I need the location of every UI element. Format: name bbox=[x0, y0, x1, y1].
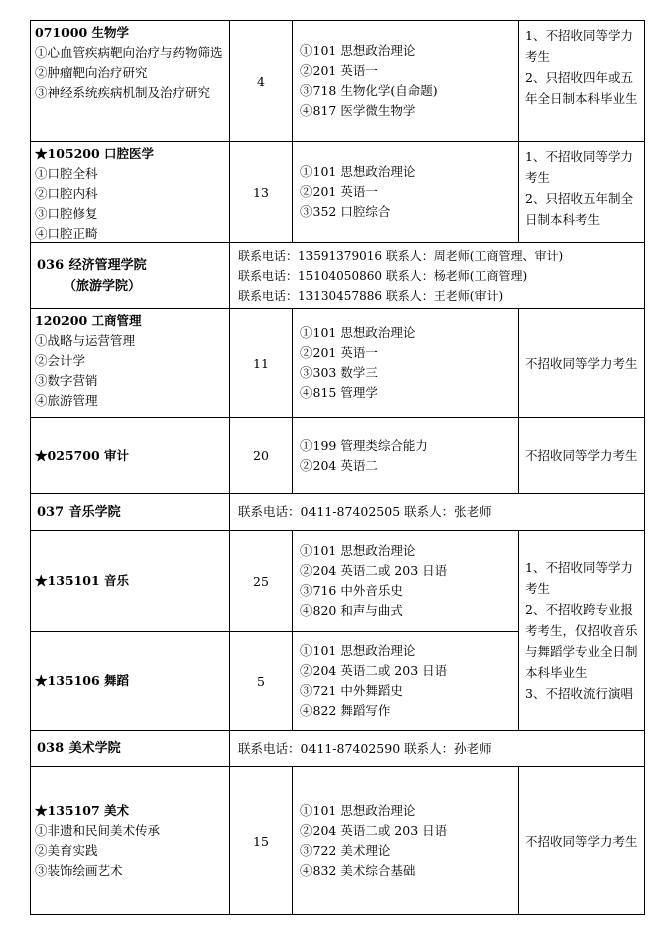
major-cell-dentistry bbox=[30, 141, 229, 242]
quota-cell: 15 bbox=[229, 766, 292, 915]
contact-line: 联系电话：0411-87402590 联系人：孙老师 bbox=[238, 740, 492, 756]
contact-line: 联系电话：13591379016 联系人：周老师(工商管理、审计) bbox=[238, 248, 564, 263]
research-direction: ①口腔全科 bbox=[35, 166, 98, 181]
major-title: ★025700 审计 bbox=[35, 447, 130, 463]
exam-subjects-cell bbox=[292, 308, 518, 417]
exam-subject: ②201 英语一 bbox=[300, 345, 378, 360]
exam-subject: ①101 思想政治理论 bbox=[300, 803, 416, 818]
major-title: ★135101 音乐 bbox=[35, 573, 130, 588]
exam-subjects-cell bbox=[292, 766, 518, 915]
exam-subject: ①101 思想政治理论 bbox=[300, 164, 416, 179]
college-name: 038 美术学院 bbox=[37, 741, 121, 756]
notes-cell bbox=[518, 20, 645, 141]
notes-cell bbox=[518, 417, 645, 493]
research-direction: ④旅游管理 bbox=[35, 393, 98, 408]
exam-subject: ②204 英语二或 203 日语 bbox=[300, 823, 448, 838]
exam-subject: ①199 管理类综合能力 bbox=[300, 437, 428, 453]
research-direction: ③口腔修复 bbox=[35, 206, 98, 221]
research-direction: ②会计学 bbox=[35, 353, 86, 368]
research-direction: ①心血管疾病靶向治疗与药物筛选 bbox=[35, 45, 223, 60]
exam-subjects-cell bbox=[292, 20, 518, 141]
major-cell-music bbox=[30, 530, 229, 631]
research-direction: ①非遗和民间美术传承 bbox=[35, 823, 161, 838]
notes-cell bbox=[518, 766, 645, 915]
note: 3、不招收流行演唱 bbox=[525, 686, 633, 701]
major-title: 071000 生物学 bbox=[35, 25, 130, 40]
quota-cell: 13 bbox=[229, 141, 292, 242]
exam-subject: ③718 生物化学(自命题) bbox=[300, 83, 438, 98]
contact-line: 联系电话：0411-87402505 联系人：张老师 bbox=[238, 504, 492, 519]
major-title: ★135106 舞蹈 bbox=[35, 673, 130, 688]
exam-subjects-cell bbox=[292, 417, 518, 493]
college-subname: （旅游学院） bbox=[63, 278, 142, 294]
exam-subject: ①101 思想政治理论 bbox=[300, 643, 416, 658]
note: 不招收同等学力考生 bbox=[525, 355, 638, 371]
exam-subject: ④820 和声与曲式 bbox=[300, 603, 403, 618]
note: 2、只招收五年制全日制本科考生 bbox=[525, 191, 633, 227]
exam-subject: ③716 中外音乐史 bbox=[300, 583, 403, 598]
exam-subject: ②204 英语二或 203 日语 bbox=[300, 563, 448, 578]
exam-subject: ①101 思想政治理论 bbox=[300, 543, 416, 558]
exam-subject: ③352 口腔综合 bbox=[300, 204, 391, 219]
research-direction: ③装饰绘画艺术 bbox=[35, 863, 123, 878]
exam-subjects-cell bbox=[292, 530, 518, 631]
notes-cell bbox=[518, 141, 645, 242]
notes-cell-music-dance bbox=[518, 530, 645, 730]
major-cell-audit bbox=[30, 417, 229, 493]
note: 1、不招收同等学力考生 bbox=[525, 560, 633, 596]
exam-subject: ③722 美术理论 bbox=[300, 843, 391, 858]
table-border-right bbox=[644, 20, 645, 915]
research-direction: ③神经系统疾病机制及治疗研究 bbox=[35, 85, 211, 100]
quota-cell: 25 bbox=[229, 530, 292, 631]
research-direction: ④口腔正畸 bbox=[35, 226, 98, 241]
research-direction: ③数字营销 bbox=[35, 373, 98, 388]
note: 不招收同等学力考生 bbox=[525, 833, 638, 849]
quota-cell: 11 bbox=[229, 308, 292, 417]
quota-cell: 20 bbox=[229, 417, 292, 493]
contact-line: 联系电话：13130457886 联系人：王老师(审计) bbox=[238, 288, 504, 303]
research-direction: ②肿瘤靶向治疗研究 bbox=[35, 65, 148, 80]
table-border-bottom bbox=[30, 914, 645, 915]
major-cell-biology bbox=[30, 20, 229, 141]
major-cell-fine-arts bbox=[30, 766, 229, 915]
notes-cell bbox=[518, 308, 645, 417]
exam-subjects-cell bbox=[292, 631, 518, 730]
note: 1、不招收同等学力考生 bbox=[525, 149, 633, 185]
exam-subject: ②204 英语二 bbox=[300, 457, 378, 473]
college-contact-cell bbox=[229, 242, 645, 308]
exam-subject: ①101 思想政治理论 bbox=[300, 325, 416, 340]
note: 2、不招收跨专业报考考生，仅招收音乐与舞蹈学专业全日制本科毕业生 bbox=[525, 602, 638, 680]
college-contact-cell bbox=[229, 730, 645, 766]
exam-subject: ④817 医学微生物学 bbox=[300, 103, 416, 118]
exam-subject: ④832 美术综合基础 bbox=[300, 863, 416, 878]
college-contact-cell bbox=[229, 493, 645, 530]
major-cell-business bbox=[30, 308, 229, 417]
exam-subjects-cell bbox=[292, 141, 518, 242]
quota-cell: 4 bbox=[229, 20, 292, 141]
exam-subject: ①101 思想政治理论 bbox=[300, 43, 416, 58]
college-header-art bbox=[30, 730, 229, 766]
note: 2、只招收四年或五年全日制本科毕业生 bbox=[525, 70, 638, 106]
exam-subject: ②201 英语一 bbox=[300, 63, 378, 78]
major-title: ★105200 口腔医学 bbox=[35, 146, 155, 161]
college-name: 037 音乐学院 bbox=[37, 504, 121, 520]
major-title: ★135107 美术 bbox=[35, 803, 130, 818]
quota-cell: 5 bbox=[229, 631, 292, 730]
exam-subject: ②204 英语二或 203 日语 bbox=[300, 663, 448, 678]
exam-subject: ②201 英语一 bbox=[300, 184, 378, 199]
note: 不招收同等学力考生 bbox=[525, 448, 638, 463]
exam-subject: ④815 管理学 bbox=[300, 385, 378, 400]
exam-subject: ③721 中外舞蹈史 bbox=[300, 683, 403, 698]
research-direction: ②美育实践 bbox=[35, 843, 98, 858]
exam-subject: ③303 数学三 bbox=[300, 365, 378, 380]
contact-line: 联系电话：15104050860 联系人：杨老师(工商管理) bbox=[238, 268, 528, 283]
research-direction: ①战略与运营管理 bbox=[35, 333, 136, 348]
college-header-economics bbox=[30, 242, 229, 308]
major-cell-dance bbox=[30, 631, 229, 730]
exam-subject: ④822 舞蹈写作 bbox=[300, 703, 391, 718]
college-name: 036 经济管理学院 bbox=[37, 257, 147, 273]
note: 1、不招收同等学力考生 bbox=[525, 28, 633, 64]
college-header-music bbox=[30, 493, 229, 530]
major-title: 120200 工商管理 bbox=[35, 313, 142, 328]
research-direction: ②口腔内科 bbox=[35, 186, 98, 201]
admissions-catalog-table bbox=[30, 20, 645, 915]
